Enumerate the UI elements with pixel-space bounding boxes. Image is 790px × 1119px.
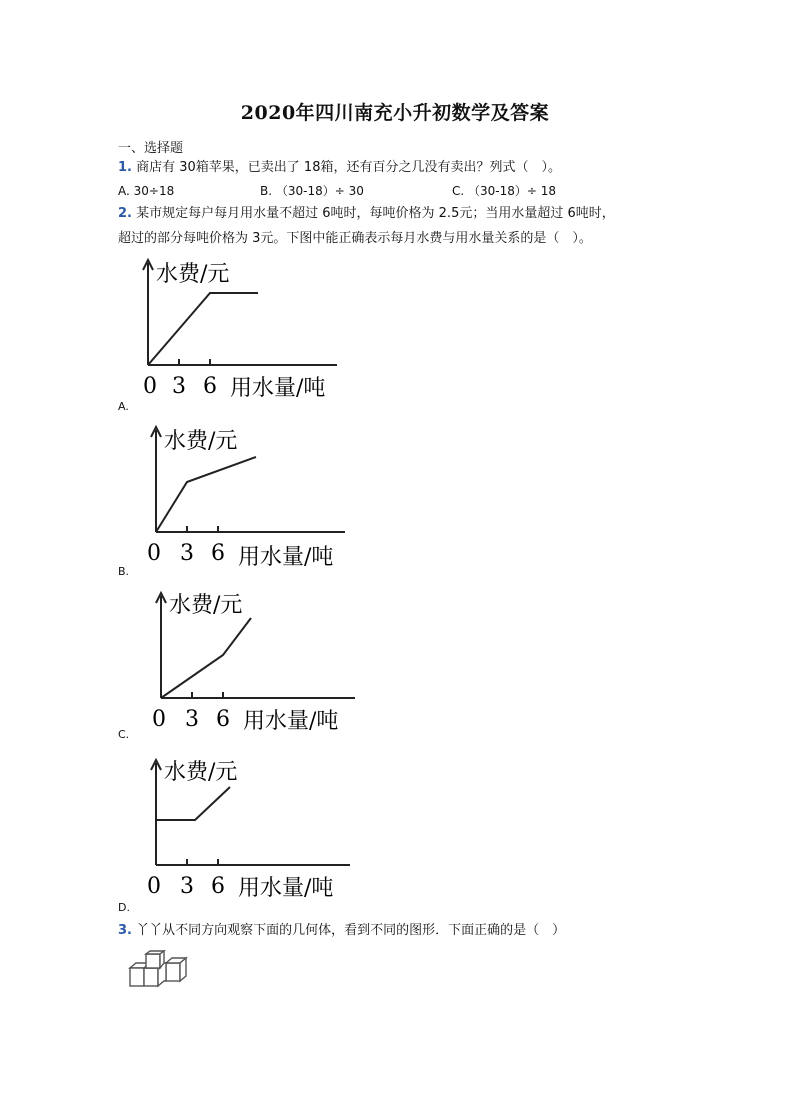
tick-6: 6 bbox=[216, 707, 230, 732]
graph-b bbox=[140, 422, 380, 572]
tick-6: 6 bbox=[211, 541, 225, 566]
y-axis-label: 水费/元 bbox=[169, 593, 243, 618]
x-axis-label: 用水量/吨 bbox=[243, 709, 339, 734]
y-axis-label: 水费/元 bbox=[164, 429, 238, 454]
x-axis-label: 用水量/吨 bbox=[238, 545, 334, 570]
graph-a-letter: A. bbox=[118, 400, 129, 413]
graph-c-letter: C. bbox=[118, 728, 130, 741]
page-title: 2020年四川南充小升初数学及答案 bbox=[240, 102, 550, 124]
option-a: A. 30÷18 bbox=[118, 184, 175, 198]
question-number: 2. bbox=[118, 206, 132, 221]
question-text: 商店有 30箱苹果，已卖出了 18箱，还有百分之几没有卖出？列式（ ）。 bbox=[136, 160, 561, 175]
option-b: B. （30-18）÷ 30 bbox=[260, 184, 364, 198]
graph-b-letter: B. bbox=[118, 565, 130, 578]
question-2-line-2: 超过的部分每吨价格为 3元。下图中能正确表示每月水费与用水量关系的是（ ）。 bbox=[118, 231, 592, 246]
question-number: 1. bbox=[118, 160, 132, 175]
tick-3: 3 bbox=[172, 374, 186, 399]
tick-0: 0 bbox=[152, 707, 166, 732]
tick-6: 6 bbox=[211, 874, 225, 899]
question-number: 3. bbox=[118, 923, 132, 938]
tick-0: 0 bbox=[147, 874, 161, 899]
question-1 bbox=[118, 158, 561, 178]
question-text: 丫丫从不同方向观察下面的几何体，看到不同的图形．下面正确的是（ ） bbox=[136, 923, 566, 938]
y-axis-label: 水费/元 bbox=[156, 262, 230, 287]
tick-3: 3 bbox=[180, 874, 194, 899]
tick-3: 3 bbox=[185, 707, 199, 732]
tick-0: 0 bbox=[147, 541, 161, 566]
tick-6: 6 bbox=[203, 374, 217, 399]
graph-a bbox=[132, 255, 372, 405]
x-axis-label: 用水量/吨 bbox=[238, 876, 334, 901]
section-heading: 一、选择题 bbox=[118, 141, 184, 156]
question-2-line-1 bbox=[118, 204, 615, 224]
question-text: 某市规定每户每月用水量不超过 6吨时，每吨价格为 2.5元；当用水量超过 6吨时， bbox=[136, 206, 615, 221]
option-c: C. （30-18）÷ 18 bbox=[452, 184, 557, 198]
graph-d bbox=[140, 755, 380, 905]
x-axis-label: 用水量/吨 bbox=[230, 376, 326, 401]
tick-3: 3 bbox=[180, 541, 194, 566]
tick-0: 0 bbox=[143, 374, 157, 399]
graph-d-letter: D. bbox=[118, 901, 130, 914]
graph-c bbox=[145, 588, 385, 738]
cube-figure bbox=[126, 950, 190, 992]
y-axis-label: 水费/元 bbox=[164, 760, 238, 785]
question-3 bbox=[118, 921, 565, 941]
